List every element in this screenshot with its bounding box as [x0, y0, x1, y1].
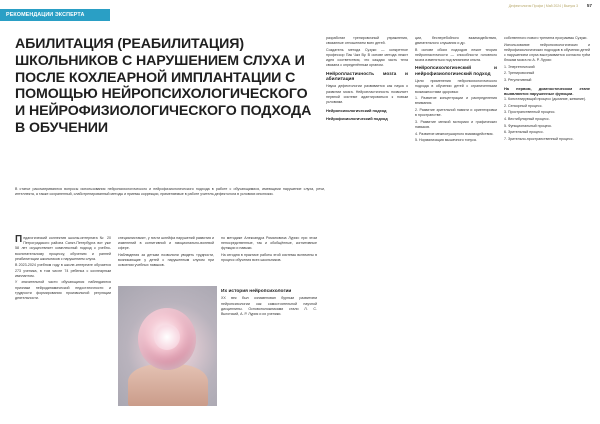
hand-illustration: [128, 364, 208, 406]
list-item: 2. Сенсорный процесс.: [504, 103, 543, 108]
list-item: 3. Развитие мелкой моторики и графических навыков.: [415, 119, 497, 130]
list-item: 3. Пространственный процесс.: [504, 110, 556, 115]
list-item: 2. Развитие зрительной памяти и ориентировки в пространстве.: [415, 108, 497, 118]
list-item: 7. Зрительно-пространственный процесс.: [504, 136, 574, 141]
list-item: 1. Энергетический: [504, 64, 535, 69]
paragraph: Педагогический коллектив школы-интерната № 20 Петроградского района Санкт-Петербурга вот уже 58 лет осуществляет комплексный подход к учебно-воспитательному процессу, обучению и ранней реабилитации школьников с нарушением слуха.: [15, 234, 111, 261]
article-abstract: В статье рассматриваются вопросы использования нейропсихологического и нейрофизиологического подхода в работе с обучающимися, имеющими нарушение слуха, речи, интеллекта, а также сохраненный, слаботренированный методы и приемы коррекции, применяемые в работе учителя-дефектолога в условиях инклюзии.: [15, 187, 325, 197]
paragraph: В основе обоих подходов лежит теория нейропластичности — способности головного мозга изменяться под влиянием опыта.: [415, 47, 497, 63]
paragraph: Использование нейропсихологических и нейрофизиологических подходов в обучении детей с нарушением слуха выстраивается согласно трём блокам мозга по А. Р. Лурии:: [504, 42, 590, 63]
section-heading: Нейропластичность мозга и абилитация: [326, 71, 408, 83]
column-2: [118, 236, 214, 270]
paragraph: Наука дефектологии развивается как наука о развитии мозга. Нейропластичность позволяет нервной системе адаптироваться к новым условиям.: [326, 84, 408, 105]
paragraph: Наблюдения за детьми позволили увидеть трудности, возникающие у детей с нарушенным слухом при освоении учебных навыков.: [118, 253, 214, 268]
list-item: 4. Развитие межполушарного взаимодействия.: [415, 131, 494, 136]
list-item: 6. Зрительный процесс.: [504, 130, 544, 135]
page-number: 57: [586, 3, 592, 8]
column-5: [415, 36, 497, 145]
subsection-heading: Нейропсихологический подход: [326, 108, 387, 114]
section-heading: Нейропсихологический и нейрофизиологический подход: [415, 66, 497, 77]
list-item: 5. Нормализация мышечного тонуса.: [415, 138, 477, 143]
paragraph: по методике Александра Романовича Лурии: при этом непосредственные, так и обобщённые, когнитивные функции и навыки.: [221, 236, 317, 251]
section-heading: Их история нейропсихологии: [221, 289, 292, 294]
column-4: [326, 36, 408, 122]
sphere-highlight: [154, 324, 180, 350]
list-item: 3. Регулятивный: [504, 77, 532, 82]
paragraph: У значительной части обучающихся наблюдаются признаки нейродинамической недостаточности и трудности формирования произвольной регуляции деятельности.: [15, 280, 111, 301]
list-item: 2. Тренировочный: [504, 71, 535, 76]
subsection-heading: На первом, диагностическом этапе выявляются нарушенные функции.: [504, 86, 590, 97]
paragraph: собственного нового тренинга программы Сузуки.: [504, 36, 588, 40]
page-header: [0, 0, 600, 22]
paragraph: В 2023-2024 учебном году в школе-интернате обучается 273 ученика, в том числе 74 ребенка с кохлеарным имплантом.: [15, 263, 111, 278]
column-3: [221, 236, 317, 265]
paragraph: специалистами», у почти шлейфа нарушений развития и изменений в когнитивной и эмоционально-волевой сфере.: [118, 236, 214, 251]
article-title: АБИЛИТАЦИЯ (РЕАБИЛИТАЦИЯ) ШКОЛЬНИКОВ С НАРУШЕНИЕМ СЛУХА И ПОСЛЕ КОХЛЕАРНОЙ ИМПЛАНТАЦИИ С ПОМОЩЬЮ НЕЙРОПСИХОЛОГИЧЕСКОГО И НЕЙРОФИЗИОЛОГИЧЕСКОГО ПОДХОДА В ОБУЧЕНИИ: [15, 36, 312, 136]
list-item: 1. Развитие концентрации и распределения внимания.: [415, 96, 497, 106]
paragraph: XX век был ознаменован бурным развитием нейропсихологии как самостоятельной научной дисциплины. Основоположниками стали Л. С. Выготский, А. Р. Лурия и их ученики.: [221, 296, 317, 317]
list-item: 5. Функциональный процесс.: [504, 123, 553, 128]
paragraph: Цели применения нейропсихологического подхода в обучении детей с ограниченными возможностями здоровья:: [415, 79, 497, 94]
column-1: [15, 236, 111, 303]
subsection-heading: Нейрофизиологический подход: [326, 116, 388, 122]
running-head: Дефектология Профи | Май 2024 | Выпуск 3: [508, 4, 578, 8]
list-item: 1. Констатирующий процесс (дыхание, жевание).: [504, 97, 587, 102]
column-6: [504, 36, 590, 143]
list-item: 4. Вестибулярный процесс.: [504, 116, 550, 121]
section-rubric: РЕКОМЕНДАЦИИ ЭКСПЕРТА: [0, 9, 110, 21]
paragraph: Создатель метода Сузуки — конкретное профессор Пак Чжэ Ву. В основе метода лежит идея соответствия, что каждая часть тела связана с определённым органом.: [326, 47, 408, 68]
paragraph: ции, бесперебойного взаимодействия, двигательного слушания и др.: [415, 36, 497, 46]
paragraph: разработал тренировочный упражнения, связанные отношением всех детей.: [326, 36, 408, 46]
paragraph: На сегодня в практике работы этой системы включены в процесс обучения всех школьников.: [221, 253, 317, 263]
history-section: [221, 286, 317, 317]
article-photo: [118, 286, 217, 406]
